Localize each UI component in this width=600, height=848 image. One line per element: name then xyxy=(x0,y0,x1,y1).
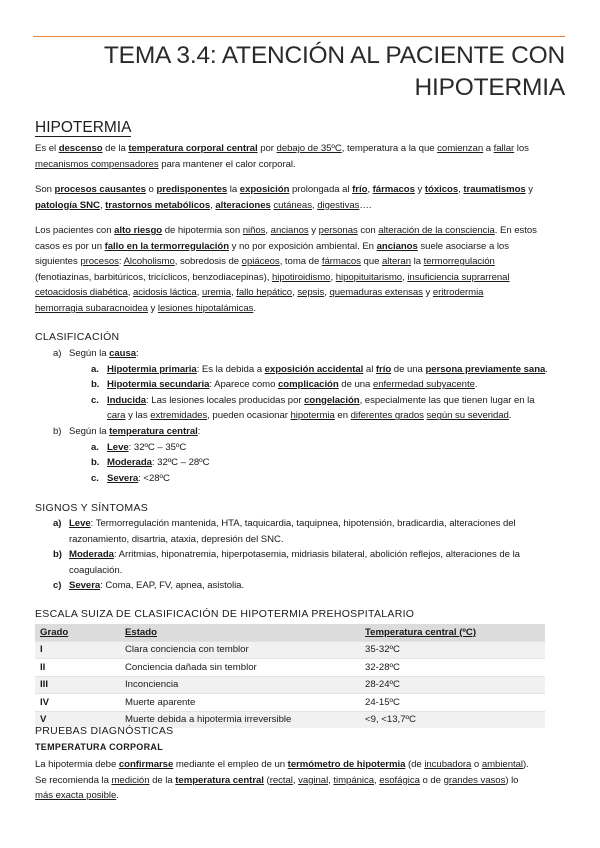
top-rule xyxy=(33,36,565,37)
table-row: II Conciencia dañada sin temblor 32-28ºC xyxy=(35,659,545,677)
signos-heading: SIGNOS Y SÍNTOMAS xyxy=(35,502,149,514)
pruebas-paragraph: La hipotermia debe confirmarse mediante el empleo de un termómetro de hipotermia (de incubadora o ambiental). Se recomienda la medición de la temperatura central (rectal, vaginal, timpánica, esofágica o de grandes vasos) lo más exacta posible. xyxy=(35,759,529,802)
section-heading: HIPOTERMIA xyxy=(35,119,132,136)
intro-paragraph-1: Es el descenso de la temperatura corporal central por debajo de 35ºC, temperatura a la que comienzan a fallar los mecanismos compensadores para mantener el calor corporal. xyxy=(35,143,529,170)
page-title: TEMA 3.4: ATENCIÓN AL PACIENTE CON HIPOTERMIA xyxy=(103,42,565,101)
signos-list: a) Leve: Termorregulación mantenida, HTA, taquicardia, taquipnea, hipotensión, bradicardia, alteraciones del razonamiento, disartria, ataxia, depresión del SNC. b) Moderada: Arritmias, hiponatremia, hiperpotasemia, midriasis bilateral, abolición reflejos, alteraciones de la coagulación. c) Severa: Coma, EAP, FV, apnea, asistolia. xyxy=(53,518,520,592)
table-row: III Inconciencia 28-24ºC xyxy=(35,676,545,694)
escala-table: Grado Estado Temperatura central (ºC) I Clara conciencia con temblor 35-32ºC II Conciencia dañada sin temblor 32-28ºC III Inconciencia 28-24ºC IV Muerte aparente 24-15ºC V Muerte debida a hipotermia irreversible <9, <13,7ºC xyxy=(35,624,545,728)
pruebas-subheading: TEMPERATURA CORPORAL xyxy=(35,742,163,752)
table-row: IV Muerte aparente 24-15ºC xyxy=(35,694,545,712)
clasificacion-heading: CLASIFICACIÓN xyxy=(35,331,120,343)
table-row: I Clara conciencia con temblor 35-32ºC xyxy=(35,641,545,659)
escala-table-wrap xyxy=(35,624,565,728)
clasificacion-list: a) Según la causa: a. Hipotermia primaria: Es la debida a exposición accidental al frío de una persona previamente sana. b. Hipotermia secundaria: Aparece como complicación de una enfermedad subyacente. c. Inducida: Las lesiones locales producidas por congelación, especialmente las que tienen lugar en la cara y las extremidades, pueden ocasionar hipotermia en diferentes grados según su severidad. b) Según la temperatura central: a. Leve: 32ºC – 35ºC b. Moderada: 32ºC – 28ºC c. Severa: <28ºC xyxy=(53,348,548,484)
intro-paragraph-3: Los pacientes con alto riesgo de hipotermia son niños, ancianos y personas con alteración de la consciencia. En estos casos es por un fallo en la termorregulación y no por exposición ambiental. En ancianos suele asociarse a los siguientes procesos: Alcoholismo, sobredosis de opiáceos, toma de fármacos que alteran la termorregulación (fenotiazinas, barbitúricos, tricíclicos, benzodiacepinas), hipotiroidismo, hipopituitarismo, insuficiencia suprarrenal cetoacidosis diabética, acidosis láctica, uremia, fallo hepático, sepsis, quemaduras extensas y eritrodermia hemorragia subaracnoidea y lesiones hipotalámicas. xyxy=(35,225,537,314)
table-row: V Muerte debida a hipotermia irreversible <9, <13,7ºC xyxy=(35,711,545,728)
pruebas-heading: PRUEBAS DIAGNÓSTICAS xyxy=(35,725,174,737)
intro-paragraph-2: Son procesos causantes o predisponentes la exposición prolongada al frío, fármacos y tóxicos, traumatismos y patología SNC, trastornos metabólicos, alteraciones cutáneas, digestivas…. xyxy=(35,184,534,211)
escala-heading: ESCALA SUIZA DE CLASIFICACIÓN DE HIPOTERMIA PREHOSPITALARIO xyxy=(35,608,415,620)
